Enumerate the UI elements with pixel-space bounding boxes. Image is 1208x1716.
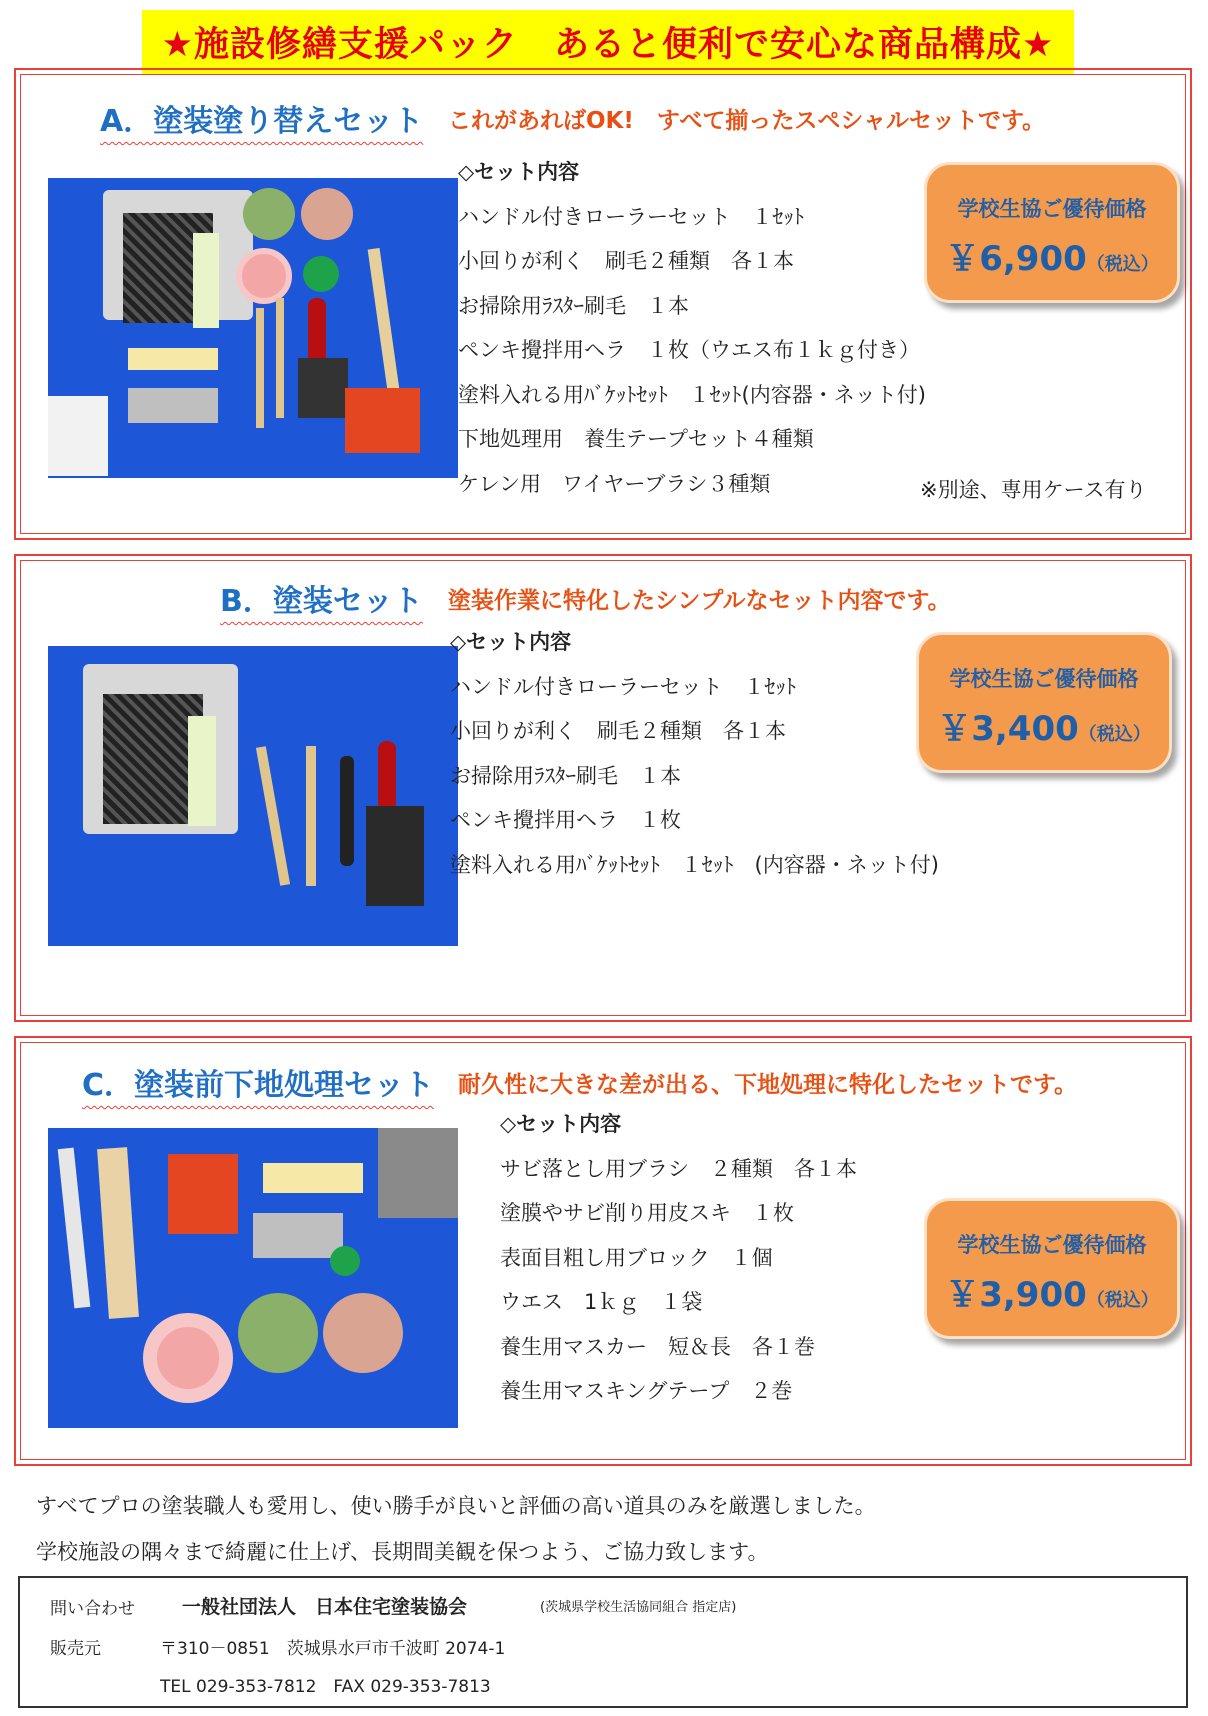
seller-label: 販売元	[50, 1639, 101, 1659]
set-a-photo	[48, 178, 458, 478]
price-label: 学校生協ご優待価格	[957, 1233, 1147, 1257]
set-c-title: C．塗装前下地処理セット	[82, 1068, 435, 1103]
set-b-items-heading: ◇セット内容	[450, 630, 572, 654]
list-item: ハンドル付きローラーセット １ｾｯﾄ	[450, 674, 797, 699]
org-note: (茨城県学校生活協同組合 指定店)	[540, 1600, 737, 1615]
set-a-note: ※別途、専用ケース有り	[920, 478, 1147, 502]
set-b-photo	[48, 646, 458, 946]
set-a-items	[458, 150, 926, 506]
set-c-items-heading: ◇セット内容	[500, 1112, 622, 1136]
set-c-price-box	[924, 1198, 1180, 1339]
list-item: お掃除用ﾗｽﾀｰ刷毛 １本	[450, 763, 681, 788]
list-item: 小回りが利く 刷毛２種類 各１本	[450, 719, 786, 743]
tax-label: （税込）	[1086, 254, 1159, 275]
list-item: 下地処理用 養生テープセット４種類	[458, 427, 814, 451]
set-a-items-heading: ◇セット内容	[458, 160, 580, 184]
contact-box	[18, 1576, 1188, 1708]
set-c-subtitle: 耐久性に大きな差が出る、下地処理に特化したセットです。	[458, 1072, 1078, 1098]
set-b-price-box	[916, 632, 1172, 773]
set-c-panel	[14, 1036, 1192, 1466]
list-item: ハンドル付きローラーセット １ｾｯﾄ	[458, 204, 805, 229]
org-name: 一般社団法人 日本住宅塗装協会	[182, 1596, 468, 1618]
list-item: お掃除用ﾗｽﾀｰ刷毛 １本	[458, 293, 689, 318]
list-item: 養生用マスカー 短＆長 各１巻	[500, 1334, 815, 1359]
set-a-panel	[14, 68, 1192, 540]
list-item: ウエス 1ｋｇ １袋	[500, 1290, 703, 1314]
price-label: 学校生協ご優待価格	[949, 667, 1139, 691]
footer-line-2: 学校施設の隅々まで綺麗に仕上げ、長期間美観を保つよう、ご協力致します。	[36, 1540, 769, 1564]
set-b-panel	[14, 554, 1192, 1022]
page-banner: ★施設修繕支援パック あると便利で安心な商品構成★	[142, 10, 1074, 74]
list-item: 塗料入れる用ﾊﾞｹｯﾄｾｯﾄ １ｾｯﾄ(内容器・ネット付)	[458, 382, 926, 407]
set-a-subtitle: これがあればOK! すべて揃ったスペシャルセットです。	[448, 108, 1046, 134]
inquiry-label: 問い合わせ	[50, 1599, 135, 1619]
set-b-subtitle: 塗装作業に特化したシンプルなセット内容です。	[448, 588, 951, 614]
tax-label: （税込）	[1086, 1290, 1159, 1311]
tel-fax: TEL 029-353-7812 FAX 029-353-7813	[160, 1677, 491, 1697]
list-item: 塗膜やサビ削り用皮スキ １枚	[500, 1201, 794, 1225]
footer-line-1: すべてプロの塗装職人も愛用し、使い勝手が良いと評価の高い道具のみを厳選しました。	[36, 1494, 876, 1518]
list-item: ケレン用 ワイヤーブラシ３種類	[458, 471, 771, 496]
list-item: ペンキ攪拌用ヘラ １枚	[450, 808, 681, 832]
list-item: 塗料入れる用ﾊﾞｹｯﾄｾｯﾄ １ｾｯﾄ (内容器・ネット付)	[450, 852, 939, 877]
price-value: ￥3,400	[937, 709, 1079, 749]
set-a-price-box	[924, 162, 1180, 303]
set-b-items	[450, 620, 939, 887]
set-c-items	[500, 1102, 857, 1414]
set-a-title: A．塗装塗り替えセット	[100, 104, 424, 139]
list-item: サビ落とし用ブラシ ２種類 各１本	[500, 1156, 857, 1181]
set-b-title: B．塗装セット	[220, 584, 423, 619]
set-c-photo	[48, 1128, 458, 1428]
list-item: ペンキ攪拌用ヘラ １枚（ウエス布１ｋｇ付き）	[458, 338, 920, 362]
price-label: 学校生協ご優待価格	[957, 197, 1147, 221]
list-item: 養生用マスキングテープ ２巻	[500, 1379, 793, 1403]
list-item: 表面目粗し用ブロック １個	[500, 1245, 773, 1270]
tax-label: （税込）	[1078, 724, 1151, 745]
list-item: 小回りが利く 刷毛２種類 各１本	[458, 249, 794, 273]
price-value: ￥3,900	[945, 1275, 1087, 1315]
price-value: ￥6,900	[945, 239, 1087, 279]
address: 〒310－0851 茨城県水戸市千波町 2074-1	[160, 1639, 506, 1659]
